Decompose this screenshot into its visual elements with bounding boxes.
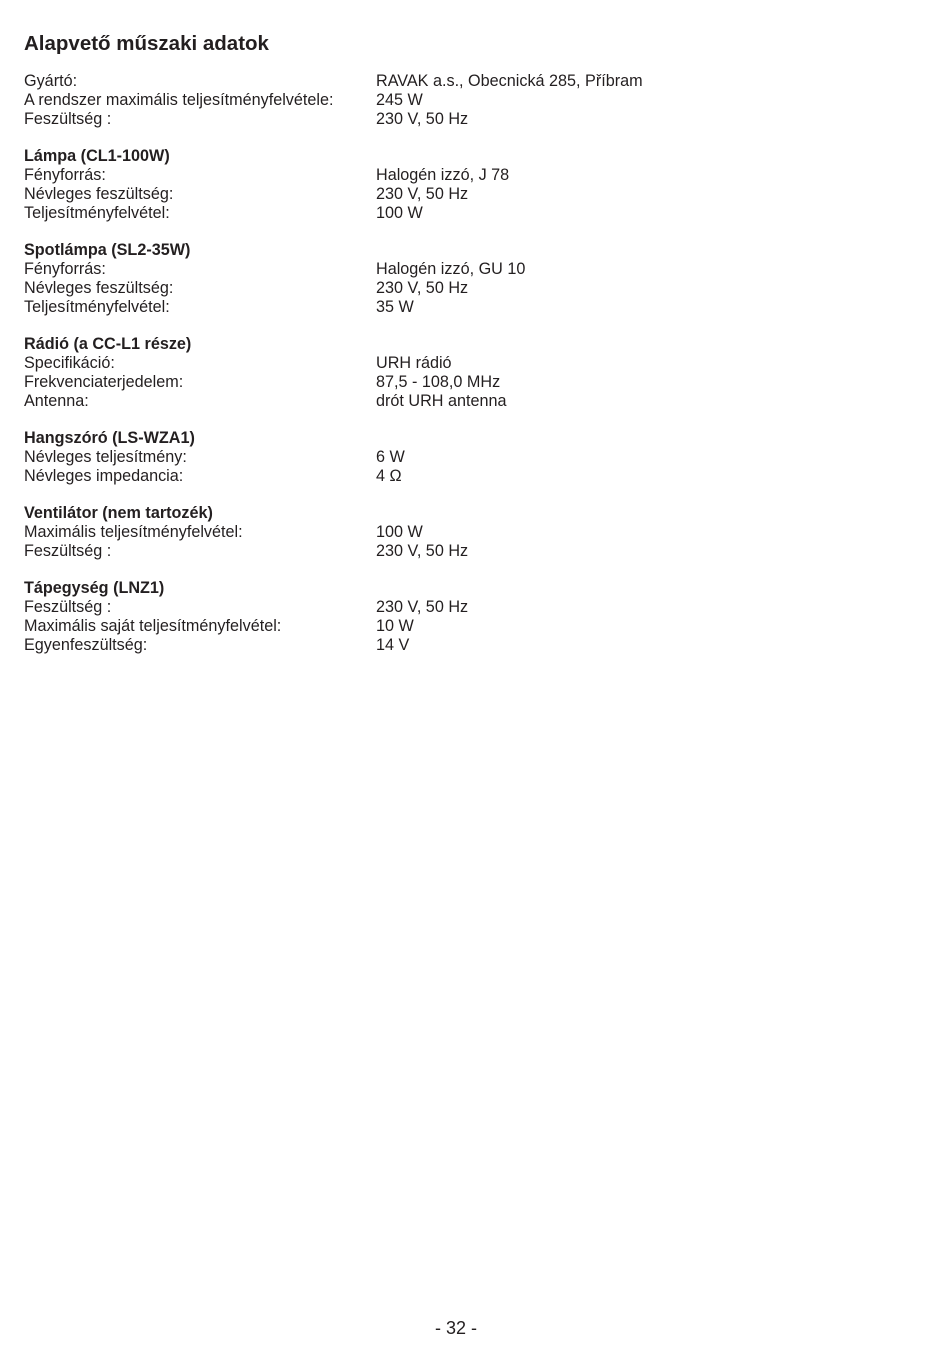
spec-row <box>24 373 904 392</box>
spec-label: Frekvenciaterjedelem: <box>24 373 184 391</box>
spec-row <box>24 298 904 317</box>
spec-label: Névleges teljesítmény: <box>24 448 187 466</box>
section-fan <box>24 504 904 561</box>
spec-row <box>24 185 904 204</box>
spec-label: Egyenfeszültség: <box>24 636 148 654</box>
spec-row <box>24 617 904 636</box>
spec-row <box>24 467 904 486</box>
spec-value: 35 W <box>376 298 414 316</box>
spec-value: 10 W <box>376 617 414 635</box>
spec-value: Halogén izzó, J 78 <box>376 166 510 184</box>
section-lamp <box>24 147 904 223</box>
spec-list <box>24 72 904 655</box>
spec-row <box>24 598 904 617</box>
section-heading: Spotlámpa (SL2-35W) <box>24 241 191 259</box>
spec-row <box>24 110 904 129</box>
spec-row <box>24 204 904 223</box>
spec-label: Névleges impedancia: <box>24 467 184 485</box>
spec-row <box>24 448 904 467</box>
spec-label: Teljesítményfelvétel: <box>24 298 170 316</box>
general-specs <box>24 72 904 129</box>
section-heading: Lámpa (CL1-100W) <box>24 147 170 165</box>
spec-row <box>24 279 904 298</box>
spec-label: Maximális teljesítményfelvétel: <box>24 523 243 541</box>
page-number: - 32 - <box>434 1318 477 1338</box>
spec-row <box>24 72 904 91</box>
spec-label: Teljesítményfelvétel: <box>24 204 170 222</box>
spec-row <box>24 523 904 542</box>
spec-value: URH rádió <box>376 354 452 372</box>
spec-label: Névleges feszültség: <box>24 185 174 203</box>
section-spotlamp <box>24 241 904 317</box>
spec-row <box>24 354 904 373</box>
spec-label: Fényforrás: <box>24 260 106 278</box>
spec-label: Specifikáció: <box>24 354 115 372</box>
spec-label: Gyártó: <box>24 72 78 90</box>
spec-row <box>24 542 904 561</box>
spec-label: Maximális saját teljesítményfelvétel: <box>24 617 282 635</box>
spec-row <box>24 260 904 279</box>
spec-row <box>24 392 904 411</box>
section-heading: Tápegység (LNZ1) <box>24 579 165 597</box>
spec-value: 100 W <box>376 523 423 541</box>
section-radio <box>24 335 904 411</box>
spec-value: 87,5 - 108,0 MHz <box>376 373 501 391</box>
spec-value: 230 V, 50 Hz <box>376 542 469 560</box>
spec-label: Antenna: <box>24 392 89 410</box>
section-speaker <box>24 429 904 486</box>
spec-value: RAVAK a.s., Obecnická 285, Příbram <box>376 72 643 90</box>
spec-value: 230 V, 50 Hz <box>376 279 469 297</box>
section-power-supply <box>24 579 904 655</box>
section-heading: Rádió (a CC-L1 része) <box>24 335 192 353</box>
spec-row <box>24 166 904 185</box>
page-title: Alapvető műszaki adatok <box>24 32 269 55</box>
spec-value: 4 Ω <box>376 467 402 485</box>
spec-value: Halogén izzó, GU 10 <box>376 260 526 278</box>
spec-label: Fényforrás: <box>24 166 106 184</box>
spec-value: 230 V, 50 Hz <box>376 598 469 616</box>
spec-value: 14 V <box>376 636 410 654</box>
spec-value: 230 V, 50 Hz <box>376 110 469 128</box>
spec-label: Feszültség : <box>24 598 112 616</box>
spec-label: Feszültség : <box>24 542 112 560</box>
section-heading: Hangszóró (LS-WZA1) <box>24 429 195 447</box>
spec-value: 245 W <box>376 91 423 109</box>
spec-value: 6 W <box>376 448 405 466</box>
spec-row <box>24 636 904 655</box>
spec-value: 230 V, 50 Hz <box>376 185 469 203</box>
spec-label: Névleges feszültség: <box>24 279 174 297</box>
spec-label: A rendszer maximális teljesítményfelvétele: <box>24 91 334 109</box>
spec-value: drót URH antenna <box>376 392 507 410</box>
section-heading: Ventilátor (nem tartozék) <box>24 504 213 522</box>
spec-label: Feszültség : <box>24 110 112 128</box>
spec-value: 100 W <box>376 204 423 222</box>
spec-row <box>24 91 904 110</box>
